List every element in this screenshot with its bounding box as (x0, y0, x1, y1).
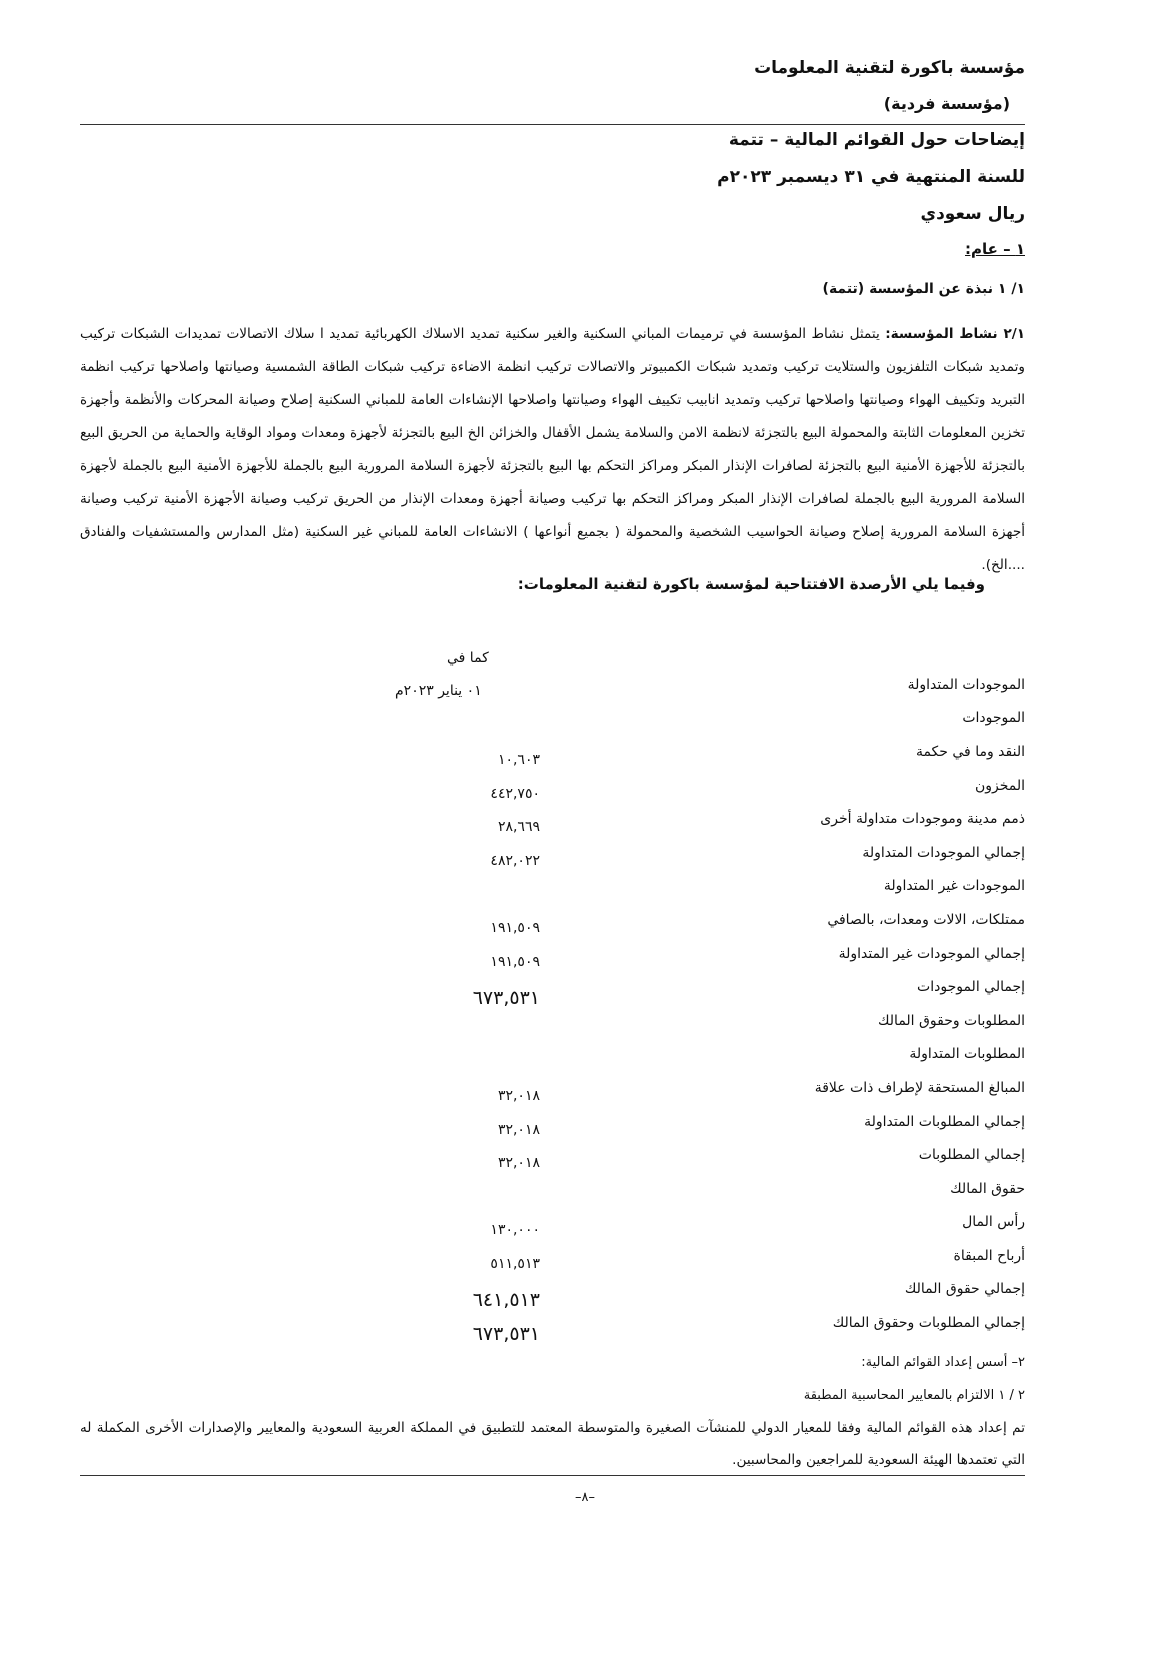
row-amount: ٦٧٣,٥٣١ (472, 1323, 540, 1346)
table-row (80, 1172, 1025, 1206)
table-row (80, 1004, 1025, 1038)
section-1-heading: ١ – عام: (965, 240, 1025, 258)
row-label: إجمالي المطلوبات المتداولة (864, 1113, 1025, 1130)
footer-rule (80, 1475, 1025, 1476)
section-2-1-heading: ٢ / ١ الالتزام بالمعايير المحاسبية المطبقة (803, 1388, 1025, 1403)
column-head-date: ٠١ يناير ٢٠٢٣م (395, 683, 482, 699)
table-row (80, 870, 1025, 904)
company-name: مؤسسة باكورة لتقنية المعلومات (754, 58, 1025, 78)
row-amount: ٦٤١,٥١٣ (472, 1289, 540, 1312)
row-amount: ٣٢,٠١٨ (497, 1121, 540, 1138)
section-2-heading: ٢– أسس إعداد القوائم المالية: (861, 1355, 1025, 1370)
section-2-text: تم إعداد هذه القوائم المالية وفقا للمعيار الدولي للمنشآت الصغيرة والمتوسطة المعتمد للتطبيق في المملكة العربية السعودية والمعايير والإصدارات الأخرى المكملة له التي تعتمدها الهيئة السعودية للمراجعين والمحاسبين. (80, 1420, 1025, 1468)
table-row (80, 1239, 1025, 1273)
row-amount: ٢٨,٦٦٩ (497, 819, 540, 836)
row-amount: ١٩١,٥٠٩ (490, 919, 540, 936)
row-amount: ١٩١,٥٠٩ (490, 953, 540, 970)
row-label: ذمم مدينة وموجودات متداولة أخرى (820, 811, 1025, 828)
row-label: المطلوبات وحقوق المالك (877, 1012, 1025, 1029)
row-label: أرباح المبقاة (953, 1247, 1025, 1264)
table-row (80, 1206, 1025, 1240)
row-label: المطلوبات المتداولة (909, 1046, 1025, 1063)
period: للسنة المنتهية في ٣١ ديسمبر ٢٠٢٣م (717, 167, 1025, 187)
row-label: إجمالي المطلوبات (918, 1147, 1025, 1164)
row-label: ممتلكات، الالات ومعدات، بالصافي (827, 911, 1025, 928)
row-label: حقوق المالك (950, 1180, 1025, 1197)
table-row (80, 668, 1025, 702)
row-amount: ٤٤٢,٧٥٠ (490, 785, 540, 802)
row-amount: ٥١١,٥١٣ (490, 1255, 540, 1272)
entity-type: (مؤسسة فردية) (883, 94, 1010, 113)
page-number: –٨– (575, 1490, 595, 1505)
table-row (80, 1038, 1025, 1072)
opening-balances-table (80, 668, 1025, 1346)
row-label: إجمالي الموجودات غير المتداولة (838, 945, 1025, 962)
row-label: إجمالي حقوق المالك (904, 1281, 1025, 1298)
row-amount: ٦٧٣,٥٣١ (472, 987, 540, 1010)
table-row (80, 1138, 1025, 1172)
table-row (80, 1306, 1025, 1346)
row-label: إجمالي الموجودات المتداولة (862, 844, 1025, 861)
row-label: المخزون (974, 777, 1025, 794)
table-row (80, 769, 1025, 803)
row-label: الموجودات (962, 710, 1025, 727)
table-row (80, 802, 1025, 836)
row-label: إجمالي المطلوبات وحقوق المالك (832, 1315, 1025, 1332)
row-label: النقد وما في حكمة (915, 743, 1025, 760)
row-label: الموجودات غير المتداولة (883, 878, 1025, 895)
table-row (80, 1071, 1025, 1105)
row-label: المبالغ المستحقة لإطراف ذات علاقة (814, 1079, 1025, 1096)
row-label: إجمالي الموجودات (917, 979, 1025, 996)
activity-paragraph (80, 318, 1025, 582)
row-amount: ٤٨٢,٠٢٢ (490, 852, 540, 869)
column-head-as-at: كما في (447, 650, 489, 666)
row-label: الموجودات المتداولة (907, 676, 1025, 693)
row-amount: ١٣٠,٠٠٠ (490, 1222, 540, 1239)
table-row (80, 937, 1025, 971)
opening-balances-intro: وفيما يلي الأرصدة الافتتاحية لمؤسسة باكورة لتقنية المعلومات: (517, 575, 985, 593)
table-row (80, 1105, 1025, 1139)
row-amount: ١٠,٦٠٣ (497, 751, 540, 768)
section-1-1-heading: ١/ ١ نبذة عن المؤسسة (تتمة) (822, 281, 1025, 297)
table-row (80, 1273, 1025, 1312)
header-rule (80, 124, 1025, 125)
row-label: رأس المال (962, 1214, 1025, 1231)
notes-title: إيضاحات حول القوائم المالية – تتمة (728, 130, 1025, 150)
currency: ريال سعودي (920, 204, 1025, 224)
table-row (80, 903, 1025, 937)
table-row (80, 836, 1025, 870)
activity-label: ٢/١ نشاط المؤسسة: (885, 326, 1025, 342)
row-amount: ٣٢,٠١٨ (497, 1087, 540, 1104)
activity-text: يتمثل نشاط المؤسسة في ترميمات المباني السكنية والغير سكنية تمديد الاسلاك الكهربائية تمديد ا سلاك الاتصالات تمديدات الشبكات تركيب وتمديد شبكات التلفزيون والستلايت تركيب وتمديد شبكات الكمبيوتر والاتصالات تركيب انظمة الاضاءة تركيب شبكات الطاقة الشمسية وصيانتها واصلاحها تركيب انظمة التبريد وتكييف الهواء وصيانتها واصلاحها تركيب وتمديد انابيب تكييف الهواء وصيانتها واصلاحها الإنشاءات العامة للمباني السكنية إصلاح وصيانة المحركات والأنظمة وأجهزة تخزين المعلومات الثابتة والمحمولة البيع بالتجزئة لانظمة الامن والسلامة يشمل الأقفال والخزائن الخ البيع بالتجزئة لأجهزة ومعدات ومواد الوقاية والحماية من الحريق البيع بالتجزئة للأجهزة الأمنية البيع بالتجزئة لصافرات الإنذار المبكر ومراكز التحكم بها البيع بالتجزئة لأجهزة السلامة المرورية البيع بالجملة للأجهزة الأمنية البيع بالجملة لأجهزة السلامة المرورية البيع بالجملة لصافرات الإنذار المبكر ومراكز التحكم بها تركيب وصيانة أجهزة ومعدات الإنذار من الحريق تركيب وصيانة الأجهزة الأمنية تركيب وصيانة أجهزة السلامة المرورية إصلاح وصيانة الحواسيب الشخصية والمحمولة ( بجميع أنواعها ) الانشاءات العامة للمباني غير السكنية (مثل المدارس والمستشفيات والفنادق ....الخ). (80, 326, 1025, 573)
table-row (80, 735, 1025, 769)
table-row (80, 702, 1025, 736)
row-amount: ٣٢,٠١٨ (497, 1155, 540, 1172)
table-row (80, 970, 1025, 1010)
